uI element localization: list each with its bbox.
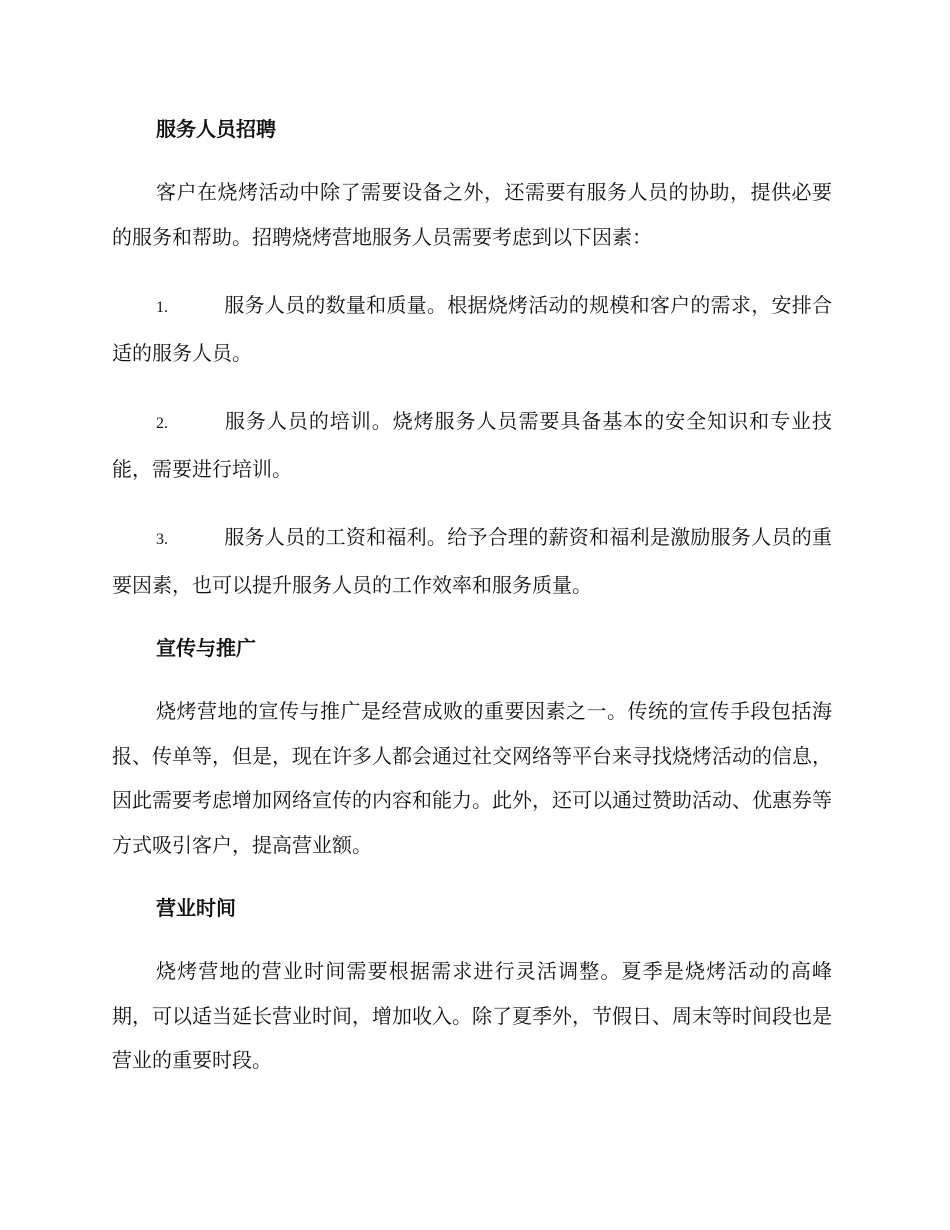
section-heading-business-hours: 营业时间 (156, 896, 236, 920)
list-item-text: 服务人员的培训。烧烤服务人员需要具备基本的安全知识和专业技能，需要进行培训。 (112, 409, 832, 481)
section-heading-promotion: 宣传与推广 (156, 636, 256, 660)
list-number: 2. (156, 415, 168, 432)
list-item-2 (112, 399, 832, 491)
list-item-text: 服务人员的数量和质量。根据烧烤活动的规模和客户的需求，安排合适的服务人员。 (112, 293, 832, 365)
section-heading-staff-recruitment: 服务人员招聘 (156, 117, 276, 141)
list-item-3 (112, 515, 832, 607)
document-content (112, 112, 832, 1107)
paragraph-staff-intro: 客户在烧烤活动中除了需要设备之外，还需要有服务人员的协助，提供必要的服务和帮助。招聘烧烤营地服务人员需要考虑到以下因素： (112, 180, 832, 249)
paragraph-business-hours: 烧烤营地的营业时间需要根据需求进行灵活调整。夏季是烧烤活动的高峰期，可以适当延长营业时间，增加收入。除了夏季外，节假日、周末等时间段也是营业的重要时段。 (112, 959, 832, 1072)
list-number: 1. (156, 299, 168, 316)
list-item-text: 服务人员的工资和福利。给予合理的薪资和福利是激励服务人员的重要因素，也可以提升服务人员的工作效率和服务质量。 (112, 525, 832, 597)
list-item-1 (112, 283, 832, 375)
list-number: 3. (156, 531, 168, 548)
paragraph-promotion: 烧烤营地的宣传与推广是经营成败的重要因素之一。传统的宣传手段包括海报、传单等，但是，现在许多人都会通过社交网络等平台来寻找烧烤活动的信息，因此需要考虑增加网络宣传的内容和能力。此外，还可以通过赞助活动、优惠券等方式吸引客户，提高营业额。 (112, 699, 832, 857)
